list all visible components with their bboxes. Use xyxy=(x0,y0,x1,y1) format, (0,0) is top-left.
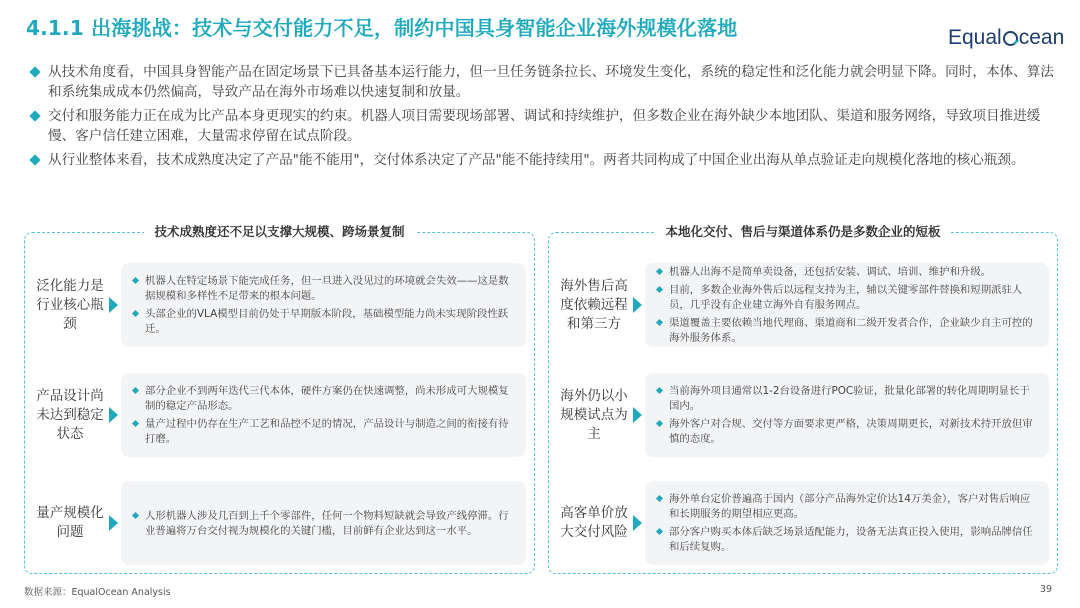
diamond-bullet-icon xyxy=(656,387,663,394)
detail-item xyxy=(131,509,514,539)
challenge-row xyxy=(25,481,534,565)
detail-item-text: 机器人在特定场景下能完成任务，但一旦进入没见过的环境就会失效——这是数据规模和多样性不足带来的根本问题。 xyxy=(145,275,509,302)
detail-item-text: 部分客户购买本体后缺乏场景适配能力，设备无法真正投入使用，影响品牌信任和后续复购。 xyxy=(669,526,1033,553)
detail-item xyxy=(131,307,514,337)
row-label: 量产规模化问题 xyxy=(36,505,104,540)
detail-item xyxy=(655,417,1037,447)
detail-item xyxy=(655,316,1037,346)
diamond-bullet-icon xyxy=(29,110,40,121)
challenge-row xyxy=(549,263,1057,347)
row-label: 泛化能力是行业核心瓶颈 xyxy=(36,277,104,332)
detail-item-text: 渠道覆盖主要依赖当地代理商、渠道商和二级开发者合作，企业缺少自主可控的海外服务体系。 xyxy=(669,317,1033,344)
row-detail-box xyxy=(121,481,526,565)
detail-item-text: 海外客户对合规、交付等方面要求更严格，决策周期更长，对新技术持开放但审慎的态度。 xyxy=(669,418,1033,445)
detail-item-text: 当前海外项目通常以1-2台设备进行POC验证，批量化部署的转化周期明显长于国内。 xyxy=(669,385,1030,412)
intro-bullet xyxy=(30,62,1060,102)
diamond-bullet-icon xyxy=(656,268,663,275)
detail-item xyxy=(655,265,1037,280)
detail-item-text: 目前，多数企业海外售后以远程支持为主，辅以关键零部件替换和短期派驻人员，几乎没有企业建立海外自有服务网点。 xyxy=(669,284,1023,311)
row-detail-box xyxy=(121,263,526,347)
diamond-bullet-icon xyxy=(132,420,139,427)
arrow-right-icon xyxy=(633,407,642,423)
diamond-bullet-icon xyxy=(132,277,139,284)
row-detail-box xyxy=(645,263,1049,347)
delivery-service-panel xyxy=(548,224,1058,574)
arrow-right-icon xyxy=(109,515,118,531)
detail-item xyxy=(655,283,1037,313)
challenge-row xyxy=(25,373,534,457)
panel-title: 技术成熟度还不足以支撑大规模、跨场景复制 xyxy=(144,224,414,239)
diamond-bullet-icon xyxy=(29,154,40,165)
detail-item-text: 机器人出海不是简单卖设备，还包括安装、调试、培训、维护和升级。 xyxy=(669,266,992,278)
arrow-right-icon xyxy=(109,407,118,423)
diamond-bullet-icon xyxy=(29,66,40,77)
intro-bullets xyxy=(30,62,1060,174)
intro-bullet-text: 从行业整体来看，技术成熟度决定了产品"能不能用"，交付体系决定了产品"能不能持续用"。两者共同构成了中国企业出海从单点验证走向规模化落地的核心瓶颈。 xyxy=(48,152,1025,168)
row-detail-box xyxy=(645,481,1049,565)
arrow-right-icon xyxy=(633,297,642,313)
detail-item xyxy=(131,417,514,447)
row-detail-box xyxy=(121,373,526,457)
challenge-row xyxy=(25,263,534,347)
page-title: 4.1.1 出海挑战：技术与交付能力不足，制约中国具身智能企业海外规模化落地 xyxy=(26,16,738,40)
diamond-bullet-icon xyxy=(132,387,139,394)
detail-item xyxy=(655,384,1037,414)
diamond-bullet-icon xyxy=(132,310,139,317)
row-label: 高客单价放大交付风险 xyxy=(560,505,628,540)
row-detail-box xyxy=(645,373,1049,457)
logo-o-icon xyxy=(1003,31,1018,46)
challenge-row xyxy=(549,373,1057,457)
challenge-row xyxy=(549,481,1057,565)
detail-item-text: 人形机器人涉及几百到上千个零部件，任何一个物料短缺就会导致产线停滞。行业普遍将万台交付视为规模化的关键门槛，目前鲜有企业达到这一水平。 xyxy=(145,509,509,537)
detail-item xyxy=(131,274,514,304)
diamond-bullet-icon xyxy=(132,511,139,518)
logo-text-pre: Equal xyxy=(948,26,1002,49)
tech-maturity-panel xyxy=(24,224,535,574)
intro-bullet-text: 从技术角度看，中国具身智能产品在固定场景下已具备基本运行能力，但一旦任务链条拉长、环境发生变化，系统的稳定性和泛化能力就会明显下降。同时，本体、算法和系统集成成本仍然偏高，导致产品在海外市场难以快速复制和放量。 xyxy=(48,64,1054,100)
equalocean-logo xyxy=(948,26,1065,50)
diamond-bullet-icon xyxy=(656,528,663,535)
logo-text-post: cean xyxy=(1018,26,1065,49)
diamond-bullet-icon xyxy=(656,495,663,502)
row-label: 海外仍以小规模试点为主 xyxy=(560,387,628,442)
diamond-bullet-icon xyxy=(656,420,663,427)
detail-item-text: 海外单台定价普遍高于国内（部分产品海外定价达14万美金），客户对售后响应和长期服务的期望相应更高。 xyxy=(669,493,1031,520)
detail-item xyxy=(655,525,1037,555)
intro-bullet xyxy=(30,150,1060,170)
arrow-right-icon xyxy=(633,515,642,531)
data-source-note: 数据来源：EqualOcean Analysis xyxy=(24,587,171,598)
arrow-right-icon xyxy=(109,297,118,313)
diamond-bullet-icon xyxy=(656,286,663,293)
intro-bullet-text: 交付和服务能力正在成为比产品本身更现实的约束。机器人项目需要现场部署、调试和持续维护，但多数企业在海外缺少本地团队、渠道和服务网络，导致项目推进缓慢、客户信任建立困难，大量需求停留在试点阶段。 xyxy=(48,108,1041,144)
detail-item-text: 部分企业不到两年迭代三代本体，硬件方案仍在快速调整，尚未形成可大规模复制的稳定产品形态。 xyxy=(145,385,509,412)
diamond-bullet-icon xyxy=(656,319,663,326)
row-label: 产品设计尚未达到稳定状态 xyxy=(36,387,104,442)
detail-item xyxy=(655,492,1037,522)
detail-item-text: 量产过程中仍存在生产工艺和品控不足的情况，产品设计与制造之间的衔接有待打磨。 xyxy=(145,418,509,445)
row-label: 海外售后高度依赖远程和第三方 xyxy=(560,277,628,332)
intro-bullet xyxy=(30,106,1060,146)
detail-item-text: 头部企业的VLA模型目前仍处于早期版本阶段，基础模型能力尚未实现阶段性跃迁。 xyxy=(145,308,509,335)
detail-item xyxy=(131,384,514,414)
panel-title: 本地化交付、售后与渠道体系仍是多数企业的短板 xyxy=(655,224,950,239)
page-number: 39 xyxy=(1040,584,1053,595)
